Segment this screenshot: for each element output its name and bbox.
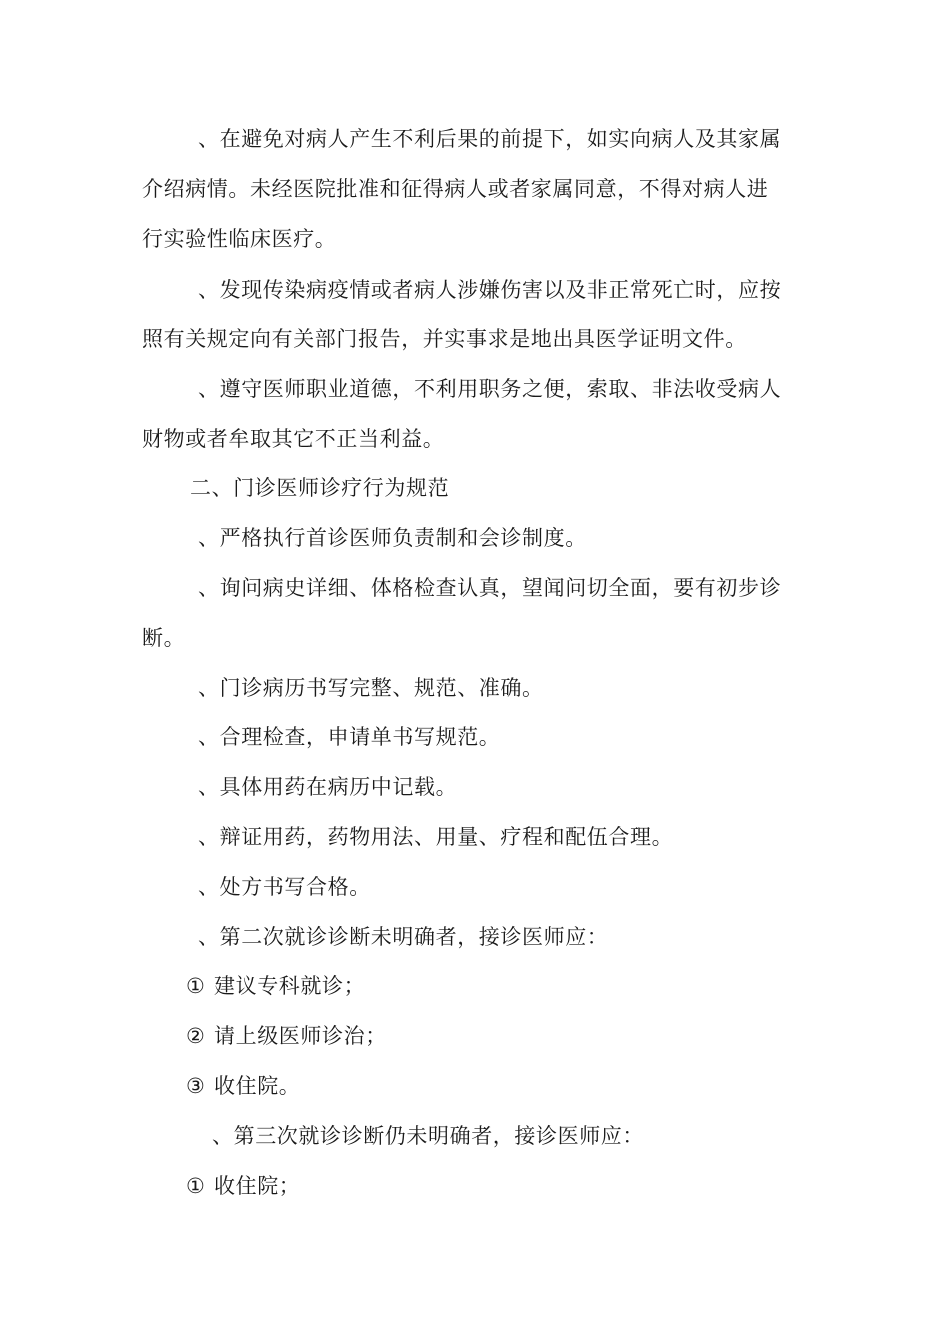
paragraph-line: 、在避免对病人产生不利后果的前提下，如实向病人及其家属 — [198, 127, 782, 151]
paragraph-line: 照有关规定向有关部门报告，并实事求是地出具医学证明文件。 — [142, 327, 747, 351]
paragraph-line: 、第三次就诊诊断仍未明确者，接诊医师应： — [212, 1124, 644, 1148]
paragraph-line: 、严格执行首诊医师负责制和会诊制度。 — [198, 526, 587, 550]
paragraph-line: 介绍病情。未经医院批准和征得病人或者家属同意，不得对病人进 — [142, 177, 769, 201]
paragraph-line: 、辩证用药，药物用法、用量、疗程和配伍合理。 — [198, 825, 674, 849]
list-item-text: 收住院。 — [214, 1074, 301, 1098]
paragraph-line: 行实验性临床医疗。 — [142, 227, 337, 251]
paragraph-line: 、发现传染病疫情或者病人涉嫌伤害以及非正常死亡时，应按 — [198, 278, 782, 302]
paragraph-line: 、门诊病历书写完整、规范、准确。 — [198, 676, 544, 700]
list-item — [186, 972, 365, 1000]
paragraph-line: 、具体用药在病历中记载。 — [198, 775, 458, 799]
list-number: ② — [186, 1024, 206, 1048]
paragraph-line: 、合理检查，申请单书写规范。 — [198, 725, 501, 749]
list-number: ③ — [186, 1074, 206, 1098]
list-item-text: 建议专科就诊； — [214, 974, 366, 998]
list-number: ① — [186, 1174, 206, 1198]
list-item-text: 收住院； — [214, 1174, 301, 1198]
list-number: ① — [186, 974, 206, 998]
paragraph-line: 、遵守医师职业道德，不利用职务之便，索取、非法收受病人 — [198, 377, 782, 401]
list-item — [186, 1022, 387, 1050]
paragraph-line: 财物或者牟取其它不正当利益。 — [142, 427, 445, 451]
paragraph-line: 、处方书写合格。 — [198, 875, 371, 899]
paragraph-line: 、第二次就诊诊断未明确者，接诊医师应： — [198, 925, 609, 949]
list-item — [186, 1172, 300, 1200]
section-heading: 二、门诊医师诊疗行为规范 — [190, 476, 450, 500]
list-item-text: 请上级医师诊治； — [214, 1024, 387, 1048]
list-item — [186, 1072, 300, 1100]
paragraph-line: 、询问病史详细、体格检查认真，望闻问切全面，要有初步诊 — [198, 576, 782, 600]
paragraph-line: 断。 — [142, 626, 186, 650]
